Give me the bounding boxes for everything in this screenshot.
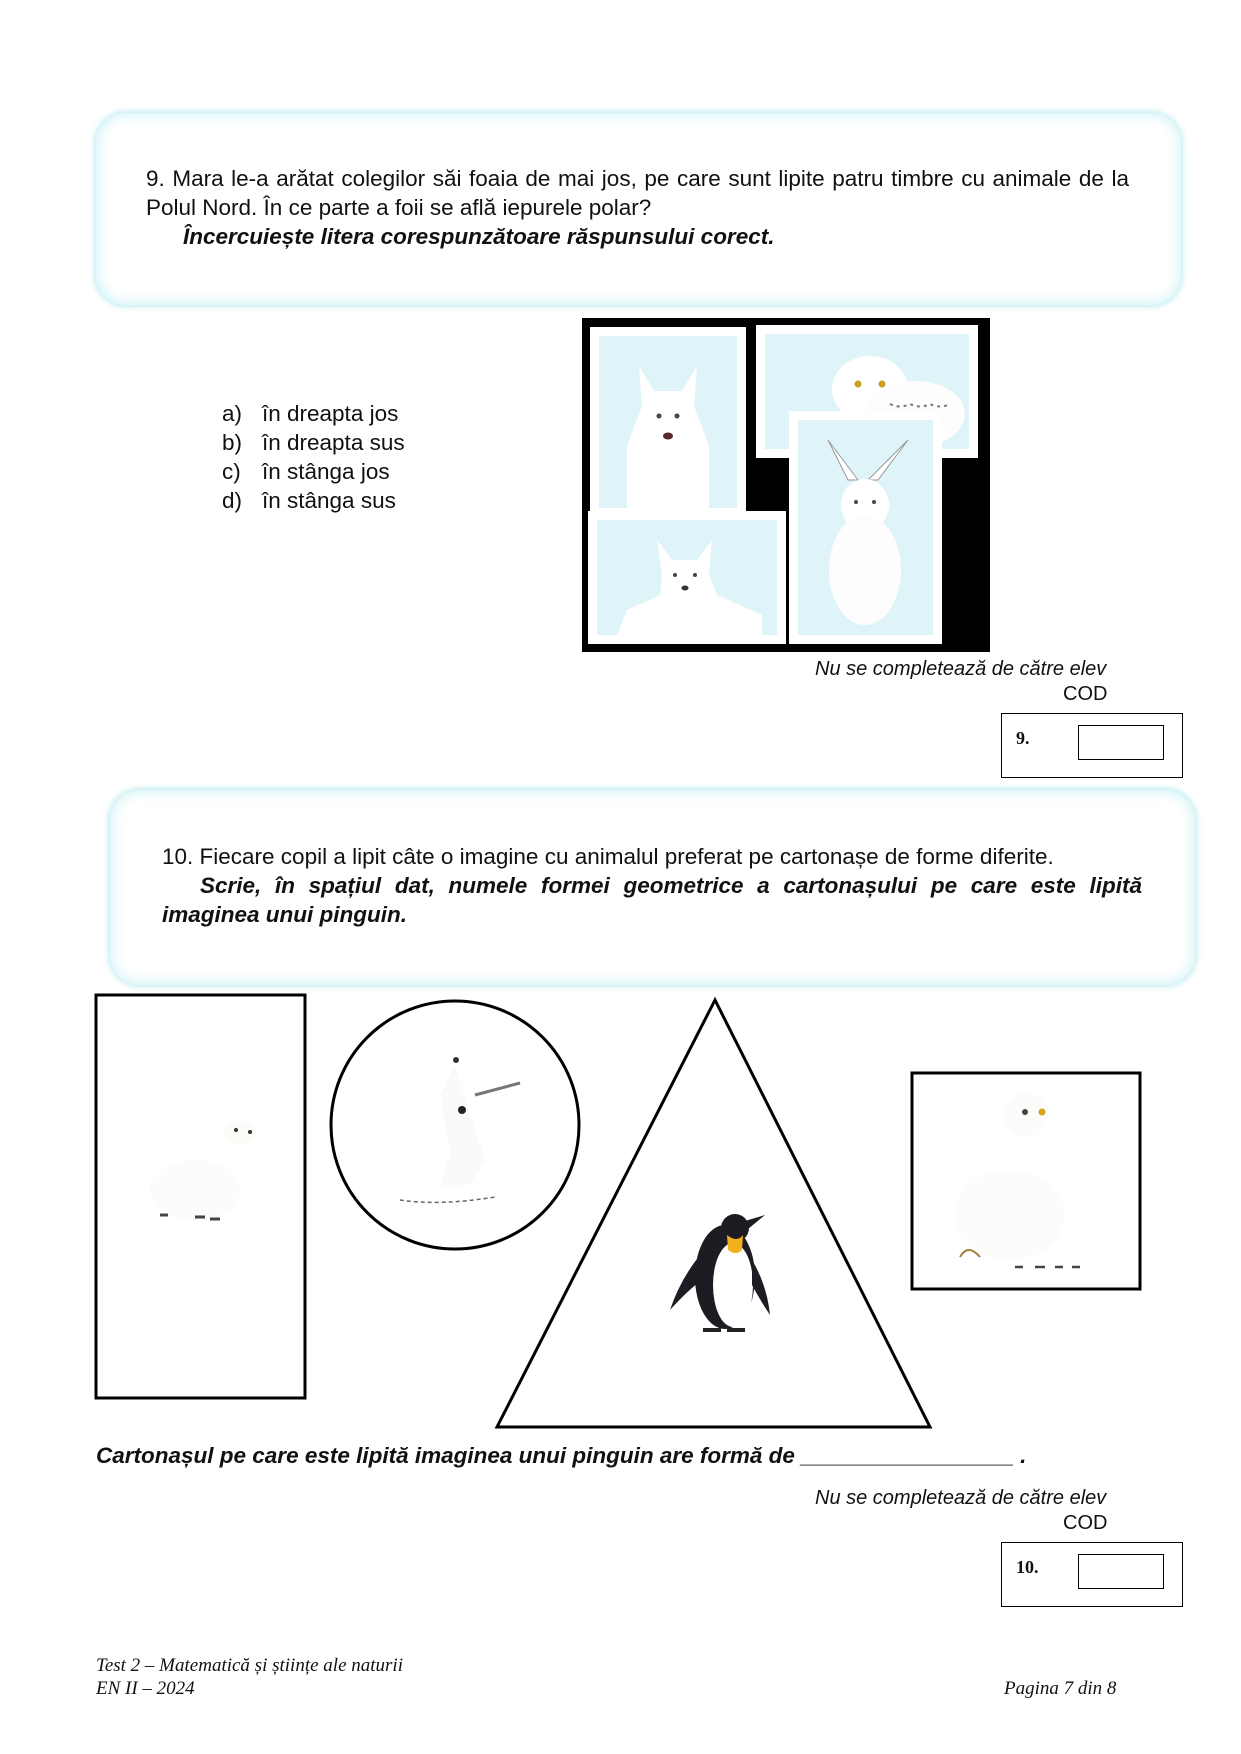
option-c[interactable]: c) în stânga jos [222, 459, 390, 484]
footer-exam-year: EN II – 2024 [96, 1678, 195, 1699]
answer-end: . [1013, 1443, 1027, 1468]
wolf-image [599, 336, 737, 508]
not-filled-by-student-note-9: Nu se completează de către elev [815, 658, 1107, 680]
stamp-polar-hare [789, 411, 942, 644]
circle-card [331, 1001, 579, 1249]
rectangle-card [96, 995, 305, 1398]
option-b[interactable]: b) în dreapta sus [222, 430, 405, 455]
answer-sentence [96, 1443, 1026, 1469]
score-label-10: 10. [1016, 1557, 1039, 1577]
score-input-9[interactable] [1078, 725, 1164, 760]
polar-hare-image [798, 420, 933, 635]
option-a[interactable]: a) în dreapta jos [222, 401, 399, 426]
question-10-text-block [162, 842, 1142, 929]
stamp-wolf [590, 327, 746, 517]
not-filled-by-student-note-10: Nu se completează de către elev [815, 1487, 1107, 1509]
stamp-sheet [582, 318, 990, 652]
stamp-arctic-fox [588, 511, 786, 644]
cod-label-10: COD [1063, 1512, 1108, 1534]
score-label-9: 9. [1016, 728, 1030, 748]
score-box-9 [1001, 713, 1183, 778]
arctic-fox-image [597, 520, 777, 635]
cod-label-9: COD [1063, 683, 1108, 705]
question-9-statement: 9. Mara le-a arătat colegilor săi foaia de mai jos, pe care sunt lipite patru timbre cu animale de la Polul Nord. În ce parte a foii se află iepurele polar? [146, 166, 1129, 220]
question-10-instruction: Scrie, în spațiul dat, numele formei geometrice a cartonașului pe care este lipită imaginea unui pinguin. [162, 873, 1142, 927]
score-input-10[interactable] [1078, 1554, 1164, 1589]
footer-page-number: Pagina 7 din 8 [1004, 1678, 1117, 1699]
score-box-10 [1001, 1542, 1183, 1607]
answer-prefix: Cartonașul pe care este lipită imaginea unui pinguin are formă de [96, 1443, 802, 1468]
footer-test-title: Test 2 – Matematică și științe ale naturii [96, 1655, 403, 1676]
question-9-instruction: Încercuiește litera corespunzătoare răspunsului corect. [183, 224, 775, 249]
answer-options [222, 399, 405, 515]
footer-left [96, 1654, 403, 1700]
option-d[interactable]: d) în stânga sus [222, 488, 396, 513]
answer-blank[interactable]: _________________ [801, 1443, 1014, 1468]
question-9-text-block [146, 164, 1129, 251]
shape-cards [0, 985, 1241, 1435]
square-card [912, 1073, 1140, 1289]
question-10-statement: 10. Fiecare copil a lipit câte o imagine cu animalul preferat pe cartonașe de forme diferite. [162, 844, 1054, 869]
